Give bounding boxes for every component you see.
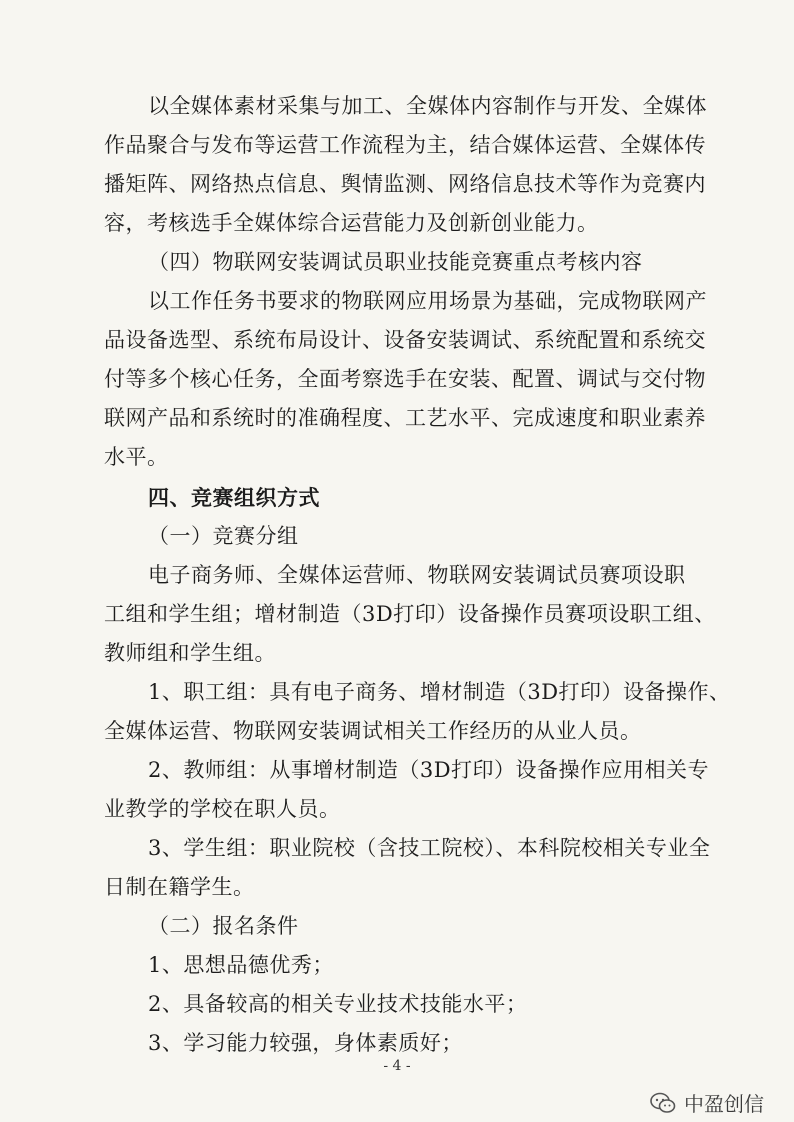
watermark bbox=[650, 1088, 764, 1117]
paragraph-line: 日制在籍学生。 bbox=[104, 875, 255, 899]
paragraph-line: 业教学的学校在职人员。 bbox=[104, 797, 341, 821]
paragraph-line: 水平。 bbox=[104, 445, 169, 469]
list-item: 3、学习能力较强，身体素质好； bbox=[148, 1031, 463, 1055]
subsection-heading: （二）报名条件 bbox=[148, 914, 299, 938]
paragraph-line: 品设备选型、系统布局设计、设备安装调试、系统配置和系统交 bbox=[104, 328, 706, 352]
paragraph-line: 全媒体运营、物联网安装调试相关工作经历的从业人员。 bbox=[104, 719, 642, 743]
paragraph-line: 电子商务师、全媒体运营师、物联网安装调试员赛项设职 bbox=[148, 563, 686, 587]
list-item: 1、思想品德优秀； bbox=[148, 953, 334, 977]
paragraph-line: 容，考核选手全媒体综合运营能力及创新创业能力。 bbox=[104, 211, 599, 235]
subsection-heading: （四）物联网安装调试员职业技能竞赛重点考核内容 bbox=[148, 250, 643, 274]
paragraph-line: 播矩阵、网络热点信息、舆情监测、网络信息技术等作为竞赛内 bbox=[104, 172, 706, 196]
subsection-heading: （一）竞赛分组 bbox=[148, 524, 299, 548]
paragraph-line: 以全媒体素材采集与加工、全媒体内容制作与开发、全媒体 bbox=[148, 94, 707, 118]
section-heading: 四、竞赛组织方式 bbox=[148, 486, 320, 510]
list-item: 1、职工组：具有电子商务、增材制造（3D打印）设备操作、 bbox=[148, 680, 731, 704]
list-item: 2、具备较高的相关专业技术技能水平； bbox=[148, 992, 528, 1016]
paragraph-line: 工组和学生组；增材制造（3D打印）设备操作员赛项设职工组、 bbox=[104, 602, 716, 626]
wechat-icon bbox=[650, 1092, 676, 1114]
paragraph-line: 付等多个核心任务，全面考察选手在安装、配置、调试与交付物 bbox=[104, 367, 706, 391]
paragraph-line: 教师组和学生组。 bbox=[104, 641, 276, 665]
watermark-text: 中盈创信 bbox=[684, 1092, 764, 1116]
list-item: 2、教师组：从事增材制造（3D打印）设备操作应用相关专 bbox=[148, 758, 710, 782]
paragraph-line: 联网产品和系统时的准确程度、工艺水平、完成速度和职业素养 bbox=[104, 406, 706, 430]
paragraph-line: 作品聚合与发布等运营工作流程为主，结合媒体运营、全媒体传 bbox=[104, 133, 706, 157]
page-number: - 4 - bbox=[383, 1058, 411, 1074]
paragraph-line: 以工作任务书要求的物联网应用场景为基础，完成物联网产 bbox=[148, 289, 707, 313]
list-item: 3、学生组：职业院校（含技工院校）、本科院校相关专业全 bbox=[148, 836, 711, 860]
